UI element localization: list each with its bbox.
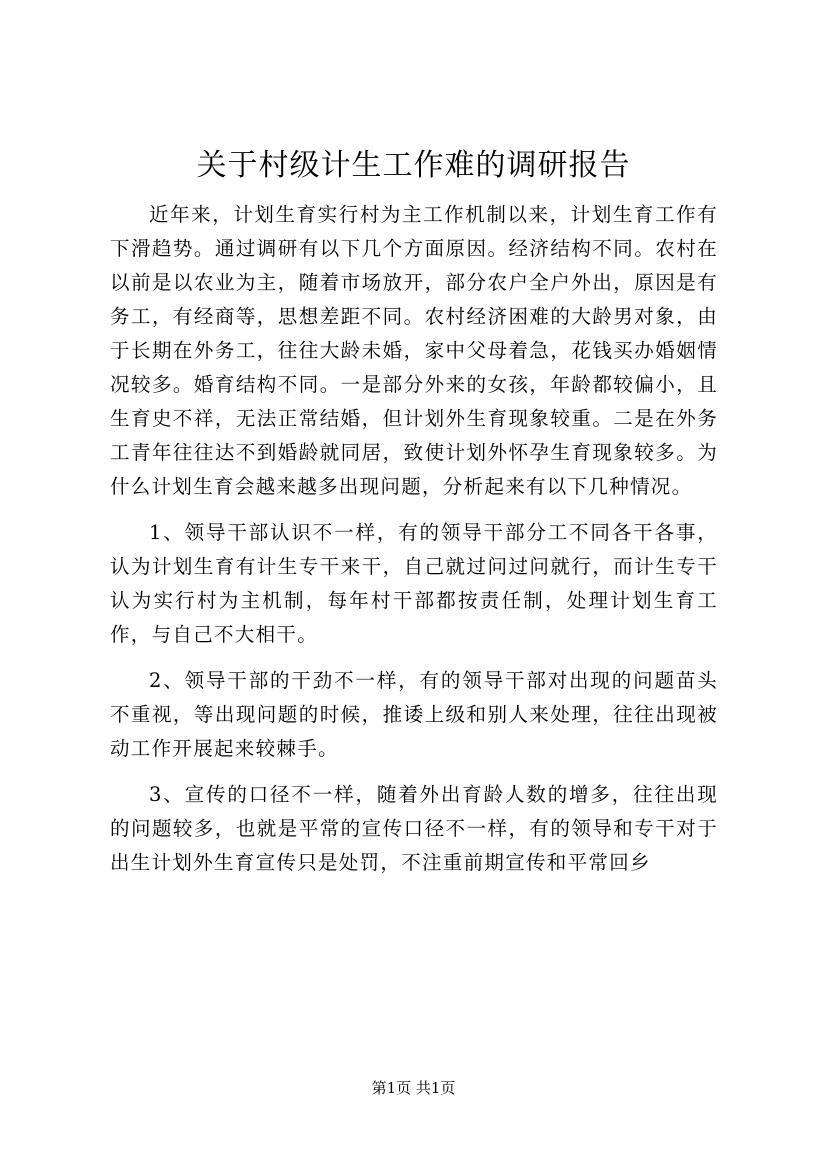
paragraph-item-2: 2、领导干部的干劲不一样，有的领导干部对出现的问题苗头不重视，等出现问题的时候，推诿上级和别人来处理，往往出现被动工作开展起来较棘手。 bbox=[110, 669, 718, 760]
page-number-footer: 第1页 共1页 bbox=[371, 1079, 456, 1097]
document-body bbox=[110, 198, 718, 892]
paragraph-intro: 近年来，计划生育实行村为主工作机制以来，计划生育工作有下滑趋势。通过调研有以下几个方面原因。经济结构不同。农村在以前是以农业为主，随着市场放开，部分农户全户外出，原因是有务工，有经商等，思想差距不同。农村经济困难的大龄男对象，由于长期在外务工，往往大龄未婚，家中父母着急，花钱买办婚姻情况较多。婚育结构不同。一是部分外来的女孩，年龄都较偏小，且生育史不祥，无法正常结婚，但计划外生育现象较重。二是在外务工青年往往达不到婚龄就同居，致使计划外怀孕生育现象较多。为什么计划生育会越来越多出现问题，分析起来有以下几种情况。 bbox=[110, 203, 718, 498]
document-title: 关于村级计生工作难的调研报告 bbox=[196, 148, 631, 183]
paragraph-item-3: 3、宣传的口径不一样，随着外出育龄人数的增多，往往出现的问题较多，也就是平常的宣传口径不一样，有的领导和专干对于出生计划外生育宣传只是处罚，不注重前期宣传和平常回乡 bbox=[110, 783, 718, 874]
paragraph-item-1: 1、领导干部认识不一样，有的领导干部分工不同各干各事，认为计划生育有计生专干来干，自己就过问过问就行，而计生专干认为实行村为主机制，每年村干部都按责任制，处理计划生育工作，与自己不大相干。 bbox=[110, 521, 718, 646]
